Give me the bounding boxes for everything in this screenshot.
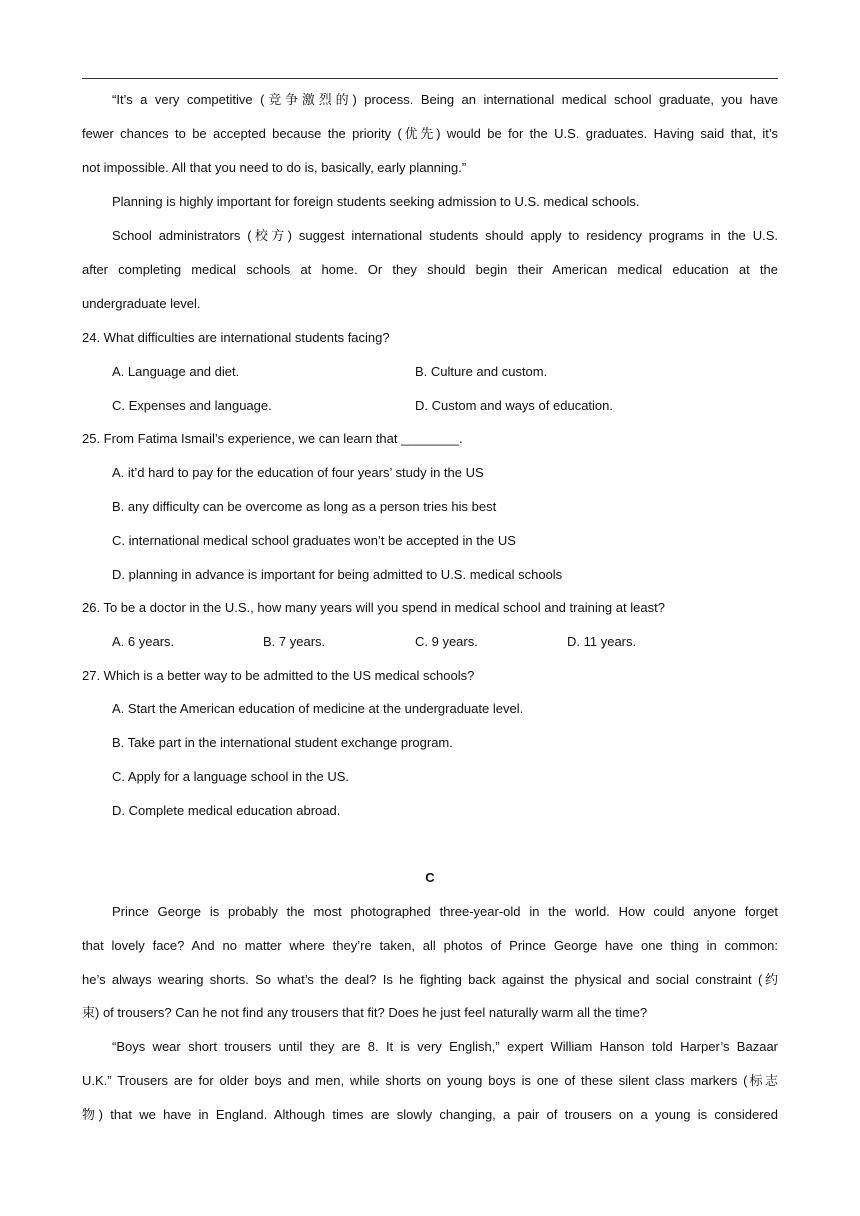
section-c-p2-line3: 物) that we have in England. Although times are slowly changing, a pair of trousers on a young is considered (82, 1107, 778, 1122)
passage-b-p3-line1: School administrators (校方) suggest international students should apply to residency programs in the U.S. (112, 228, 778, 243)
question-27-option-d: D. Complete medical education abroad. (112, 803, 341, 818)
question-26-option-b: B. 7 years. (263, 634, 326, 649)
question-25-option-c: C. international medical school graduates won’t be accepted in the US (112, 533, 516, 548)
passage-b-p3-line3: undergraduate level. (82, 296, 201, 311)
question-25-option-d: D. planning in advance is important for being admitted to U.S. medical schools (112, 567, 563, 582)
question-25-option-a: A. it’d hard to pay for the education of four years’ study in the US (112, 465, 484, 480)
question-24-stem: 24. What difficulties are international students facing? (82, 330, 390, 345)
question-27-option-b: B. Take part in the international student exchange program. (112, 735, 453, 750)
section-c-p2-line1: “Boys wear short trousers until they are 8. It is very English,” expert William Hanson told Harper’s Bazaar (112, 1039, 778, 1054)
question-24-option-d: D. Custom and ways of education. (415, 398, 613, 413)
question-24-option-a: A. Language and diet. (112, 364, 240, 379)
passage-b-p1-line3: not impossible. All that you need to do is, basically, early planning.” (82, 160, 467, 175)
question-24-option-c: C. Expenses and language. (112, 398, 272, 413)
question-26-option-a: A. 6 years. (112, 634, 175, 649)
question-26-option-d: D. 11 years. (567, 634, 637, 649)
header-rule (82, 78, 778, 79)
passage-b-p3-line2: after completing medical schools at home. Or they should begin their American medical education at the (82, 262, 778, 277)
question-24-option-b: B. Culture and custom. (415, 364, 548, 379)
question-27-option-a: A. Start the American education of medicine at the undergraduate level. (112, 701, 524, 716)
question-26-stem: 26. To be a doctor in the U.S., how many years will you spend in medical school and training at least? (82, 600, 665, 615)
section-c-p1-line4: 束) of trousers? Can he not find any trousers that fit? Does he just feel naturally warm all the time? (82, 1005, 648, 1020)
passage-b-p1-line2: fewer chances to be accepted because the priority (优先) would be for the U.S. graduates. Having said that, it’s (82, 126, 778, 141)
passage-b-p2: Planning is highly important for foreign students seeking admission to U.S. medical schools. (112, 194, 640, 209)
section-c-p1-line1: Prince George is probably the most photographed three-year-old in the world. How could anyone forget (112, 904, 778, 919)
question-27-stem: 27. Which is a better way to be admitted to the US medical schools? (82, 668, 475, 683)
question-25-option-b: B. any difficulty can be overcome as long as a person tries his best (112, 499, 497, 514)
question-26-option-c: C. 9 years. (415, 634, 478, 649)
question-27-option-c: C. Apply for a language school in the US. (112, 769, 350, 784)
section-c-p2-line2: U.K.” Trousers are for older boys and men, while shorts on young boys is one of these silent class markers (标志 (82, 1073, 778, 1088)
section-c-p1-line2: that lovely face? And no matter where they’re taken, all photos of Prince George have one thing in common: (82, 938, 778, 953)
question-25-stem: 25. From Fatima Ismail’s experience, we can learn that ________. (82, 431, 463, 446)
section-c-p1-line3: he’s always wearing shorts. So what’s the deal? Is he fighting back against the physical and social constraint (约 (82, 972, 778, 987)
section-c-heading: C (425, 870, 435, 885)
passage-b-p1-line1: “It’s a very competitive (竞争激烈的) process. Being an international medical school graduate, you have (112, 92, 778, 107)
